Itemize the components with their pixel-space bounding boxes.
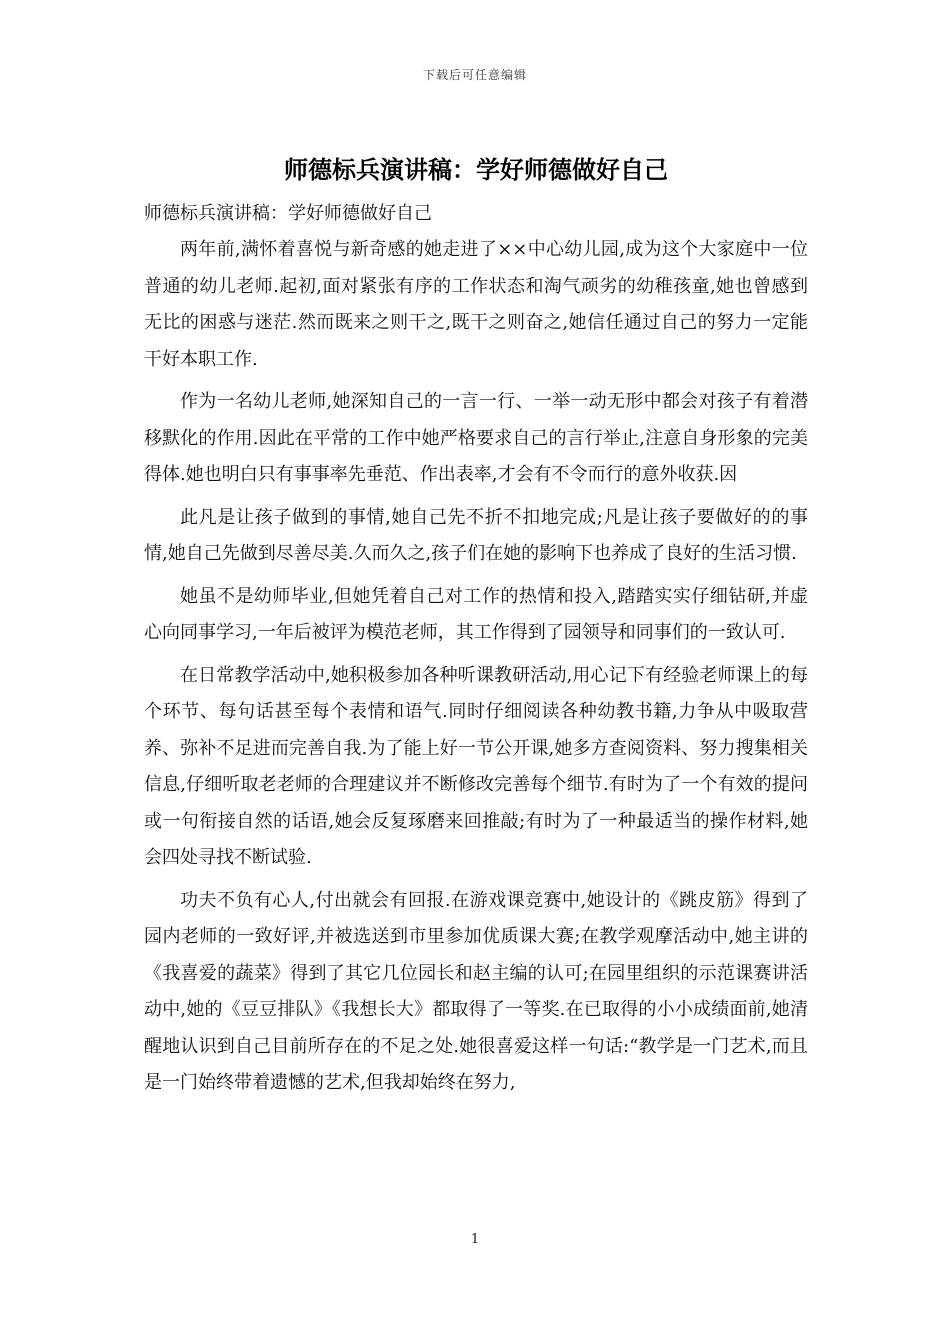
document-title: 师德标兵演讲稿：学好师德做好自己 bbox=[284, 156, 668, 184]
paragraph-5: 在日常教学活动中,她积极参加各种听课教研活动,用心记下有经验老师课上的每个环节、每句话甚至每个表情和语气.同时仔细阅读各种幼教书籍,力争从中吸取营养、弥补不足进而完善自我.为了能上好一节公开课,她多方查阅资料、努力搜集相关信息,仔细听取老老师的合理建议并不断修改完善每个细节.有时为了一个有效的提问或一句衔接自然的话语,她会反复琢磨来回推敲;有时为了一种最适当的操作材料,她会四处寻找不断试验. bbox=[144, 664, 808, 868]
paragraph-2: 作为一名幼儿老师,她深知自己的一言一行、一举一动无形中都会对孩子有着潜移默化的作用.因此在平常的工作中她严格要求自己的言行举止,注意自身形象的完美得体.她也明白只有事事率先垂范、作出表率,才会有不令而行的意外收获.因 bbox=[144, 391, 808, 485]
header-note: 下载后可任意编辑 bbox=[422, 68, 527, 82]
page-number: 1 bbox=[470, 1232, 480, 1247]
document-body bbox=[144, 152, 808, 1108]
document-subtitle: 师德标兵演讲稿：学好师德做好自己 bbox=[144, 203, 432, 224]
paragraph-1: 两年前,满怀着喜悦与新奇感的她走进了××中心幼儿园,成为这个大家庭中一位普通的幼儿老师.起初,面对紧张有序的工作状态和淘气顽劣的幼稚孩童,她也曾感到无比的困惑与迷茫.然而既来之则干之,既干之则奋之,她信任通过自己的努力一定能干好本职工作. bbox=[144, 239, 808, 370]
paragraph-6: 功夫不负有心人,付出就会有回报.在游戏课竞赛中,她设计的《跳皮筋》得到了园内老师的一致好评,并被选送到市里参加优质课大赛;在教学观摩活动中,她主讲的《我喜爱的蔬菜》得到了其它几位园长和赵主编的认可;在园里组织的示范课赛讲活动中,她的《豆豆排队》《我想长大》都取得了一等奖.在已取得的小小成绩面前,她清醒地认识到自己目前所存在的不足之处.她很喜爱这样一句话:“教学是一门艺术,而且是一门始终带着遗憾的艺术,但我却始终在努力, bbox=[144, 889, 808, 1093]
paragraph-3: 此凡是让孩子做到的事情,她自己先不折不扣地完成;凡是让孩子要做好的的事情,她自己先做到尽善尽美.久而久之,孩子们在她的影响下也养成了良好的生活习惯. bbox=[144, 506, 808, 564]
paragraph-4: 她虽不是幼师毕业,但她凭着自己对工作的热情和投入,踏踏实实仔细钻研,并虚心向同事学习,一年后被评为模范老师，其工作得到了园领导和同事们的一致认可. bbox=[144, 585, 808, 643]
